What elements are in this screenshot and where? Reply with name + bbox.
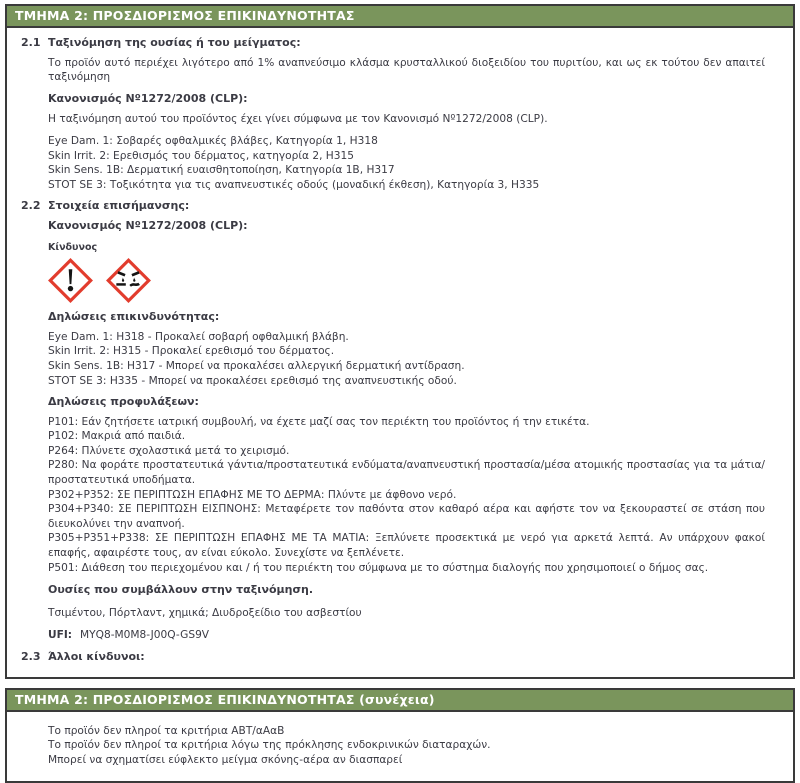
ufi-row: [48, 628, 765, 643]
section-gap: [5, 679, 795, 688]
subsection-2-2-title-row: [21, 199, 765, 214]
section-2-body: [5, 28, 795, 679]
section-2-header: ΤΜΗΜΑ 2: ΠΡΟΣΔΙΟΡΙΣΜΟΣ ΕΠΙΚΙΝΔΥΝΟΤΗΤΑΣ: [5, 4, 795, 28]
ghs05-corrosion-icon: [106, 258, 151, 303]
classification-item: Eye Dam. 1: Σοβαρές οφθαλμικές βλάβες, Κατηγορία 1, H318: [48, 134, 378, 147]
subsection-title: Ταξινόμηση της ουσίας ή του μείγματος:: [48, 36, 301, 49]
hazard-statement: Skin Irrit. 2: H315 - Προκαλεί ερεθισμό του δέρματος.: [48, 345, 335, 358]
regulation-text: Η ταξινόμηση αυτού του προϊόντος έχει γίνει σύμφωνα με τον Κανονισμό Nº1272/2008 (CLP).: [48, 113, 548, 126]
section-2-continued: [5, 688, 795, 783]
classification-intro-text: Το προϊόν αυτό περιέχει λιγότερο από 1% αναπνεύσιμο κλάσμα κρυσταλλικού διοξειδίου του πυριτίου, και ως εκ τούτου δεν απαιτεί ταξινόμηση: [48, 56, 765, 84]
hazard-statement: Eye Dam. 1: H318 - Προκαλεί σοβαρή οφθαλμική βλάβη.: [48, 330, 349, 343]
precaution-statement: P101: Εάν ζητήσετε ιατρική συμβουλή, να έχετε μαζί σας τον περιέκτη του προϊόντος ή την ετικέτα.: [48, 415, 590, 428]
other-hazard-line: Το προϊόν δεν πληροί τα κριτήρια ΑΒΤ/αΑαΒ: [48, 724, 285, 737]
hazard-statement: Skin Sens. 1B: H317 - Μπορεί να προκαλέσει αλλεργική δερματική αντίδραση.: [48, 359, 465, 372]
signal-word: Κίνδυνος: [48, 241, 98, 253]
precaution-statement: P501: Διάθεση του περιεχομένου και / ή του περιέκτη του σύμφωνα με το σύστημα διαλογής που χρησιμοποιεί ο δήμος σας.: [48, 561, 709, 574]
ufi-value: MYQ8-M0M8-J00Q-GS9V: [80, 629, 210, 642]
precaution-statement: P304+P340: ΣΕ ΠΕΡΙΠΤΩΣΗ ΕΙΣΠΝΟΗΣ: Μεταφέρετε τον παθόντα στον καθαρό αέρα και αφήστε τον να ξεκουραστεί σε στάση που διευκολύνει την αναπνοή.: [48, 503, 765, 530]
subsection-2-3-title-row: [21, 650, 765, 665]
ghs-pictograms: [48, 258, 765, 303]
classification-list: [48, 134, 765, 192]
subsection-number: 2.3: [21, 650, 41, 663]
regulation-heading: Κανονισμός Nº1272/2008 (CLP):: [48, 218, 248, 232]
section-2: [5, 4, 795, 679]
other-hazard-line: Μπορεί να σχηματίσει εύφλεκτο μείγμα σκόνης-αέρα αν διασπαρεί: [48, 753, 403, 766]
other-hazards-list: [48, 724, 765, 768]
precaution-statement: P102: Μακριά από παιδιά.: [48, 430, 186, 443]
subsection-number: 2.1: [21, 36, 41, 49]
precaution-statements-heading: Δηλώσεις προφυλάξεων:: [48, 395, 199, 409]
hazard-statements-list: [48, 330, 765, 388]
precaution-statements-list: [48, 415, 765, 576]
ghs07-exclamation-icon: [48, 258, 93, 303]
precaution-statement: P280: Να φοράτε προστατευτικά γάντια/προστατευτικά ενδύματα/αναπνευστική προστασία/μέσα ατομικής προστασίας για τα μάτια/προστατευτικά υποδήματα.: [48, 459, 765, 487]
section-2-continued-header: ΤΜΗΜΑ 2: ΠΡΟΣΔΙΟΡΙΣΜΟΣ ΕΠΙΚΙΝΔΥΝΟΤΗΤΑΣ (συνέχεια): [5, 688, 795, 712]
classification-item: Skin Sens. 1B: Δερματική ευαισθητοποίηση, Κατηγορία 1B, H317: [48, 164, 395, 177]
contributing-substances-heading: Ουσίες που συμβάλλουν στην ταξινόμηση.: [48, 583, 314, 597]
regulation-heading: Κανονισμός Nº1272/2008 (CLP):: [48, 91, 248, 105]
hazard-statement: STOT SE 3: H335 - Μπορεί να προκαλέσει ερεθισμό της αναπνευστικής οδού.: [48, 374, 457, 387]
ufi-label: UFI:: [48, 629, 73, 642]
hazard-statements-heading: Δηλώσεις επικινδυνότητας:: [48, 310, 220, 324]
precaution-statement: P302+P352: ΣΕ ΠΕΡΙΠΤΩΣΗ ΕΠΑΦΗΣ ΜΕ ΤΟ ΔΕΡΜΑ: Πλύντε με άφθονο νερό.: [48, 488, 457, 501]
subsection-number: 2.2: [21, 199, 41, 213]
classification-item: Skin Irrit. 2: Ερεθισμός του δέρματος, κατηγορία 2, H315: [48, 149, 354, 162]
precaution-statement: P264: Πλύνετε σχολαστικά μετά το χειρισμό.: [48, 444, 290, 457]
subsection-2-1-title-row: [21, 36, 765, 51]
classification-item: STOT SE 3: Τοξικότητα για τις αναπνευστικές οδούς (μοναδική έκθεση), Κατηγορία 3, H335: [48, 178, 540, 191]
section-2-continued-body: [5, 712, 795, 783]
contributing-substances-text: Τσιμέντου, Πόρτλαντ, χημικά; Διυδροξείδιο του ασβεστίου: [48, 606, 362, 619]
subsection-title: Στοιχεία επισήμανσης:: [48, 199, 190, 213]
other-hazard-line: Το προϊόν δεν πληροί τα κριτήρια λόγω της πρόκλησης ενδοκρινικών διαταραχών.: [48, 739, 491, 752]
subsection-title: Άλλοι κίνδυνοι:: [48, 650, 145, 663]
precaution-statement: P305+P351+P338: ΣΕ ΠΕΡΙΠΤΩΣΗ ΕΠΑΦΗΣ ΜΕ ΤΑ ΜΑΤΙΑ: Ξεπλύνετε προσεκτικά με νερό για αρκετά λεπτά. Αν υπάρχουν φακοί επαφής, αφαιρέστε τους, αν είναι εύκολο. Συνεχίστε να ξεπλένετε.: [48, 532, 765, 560]
